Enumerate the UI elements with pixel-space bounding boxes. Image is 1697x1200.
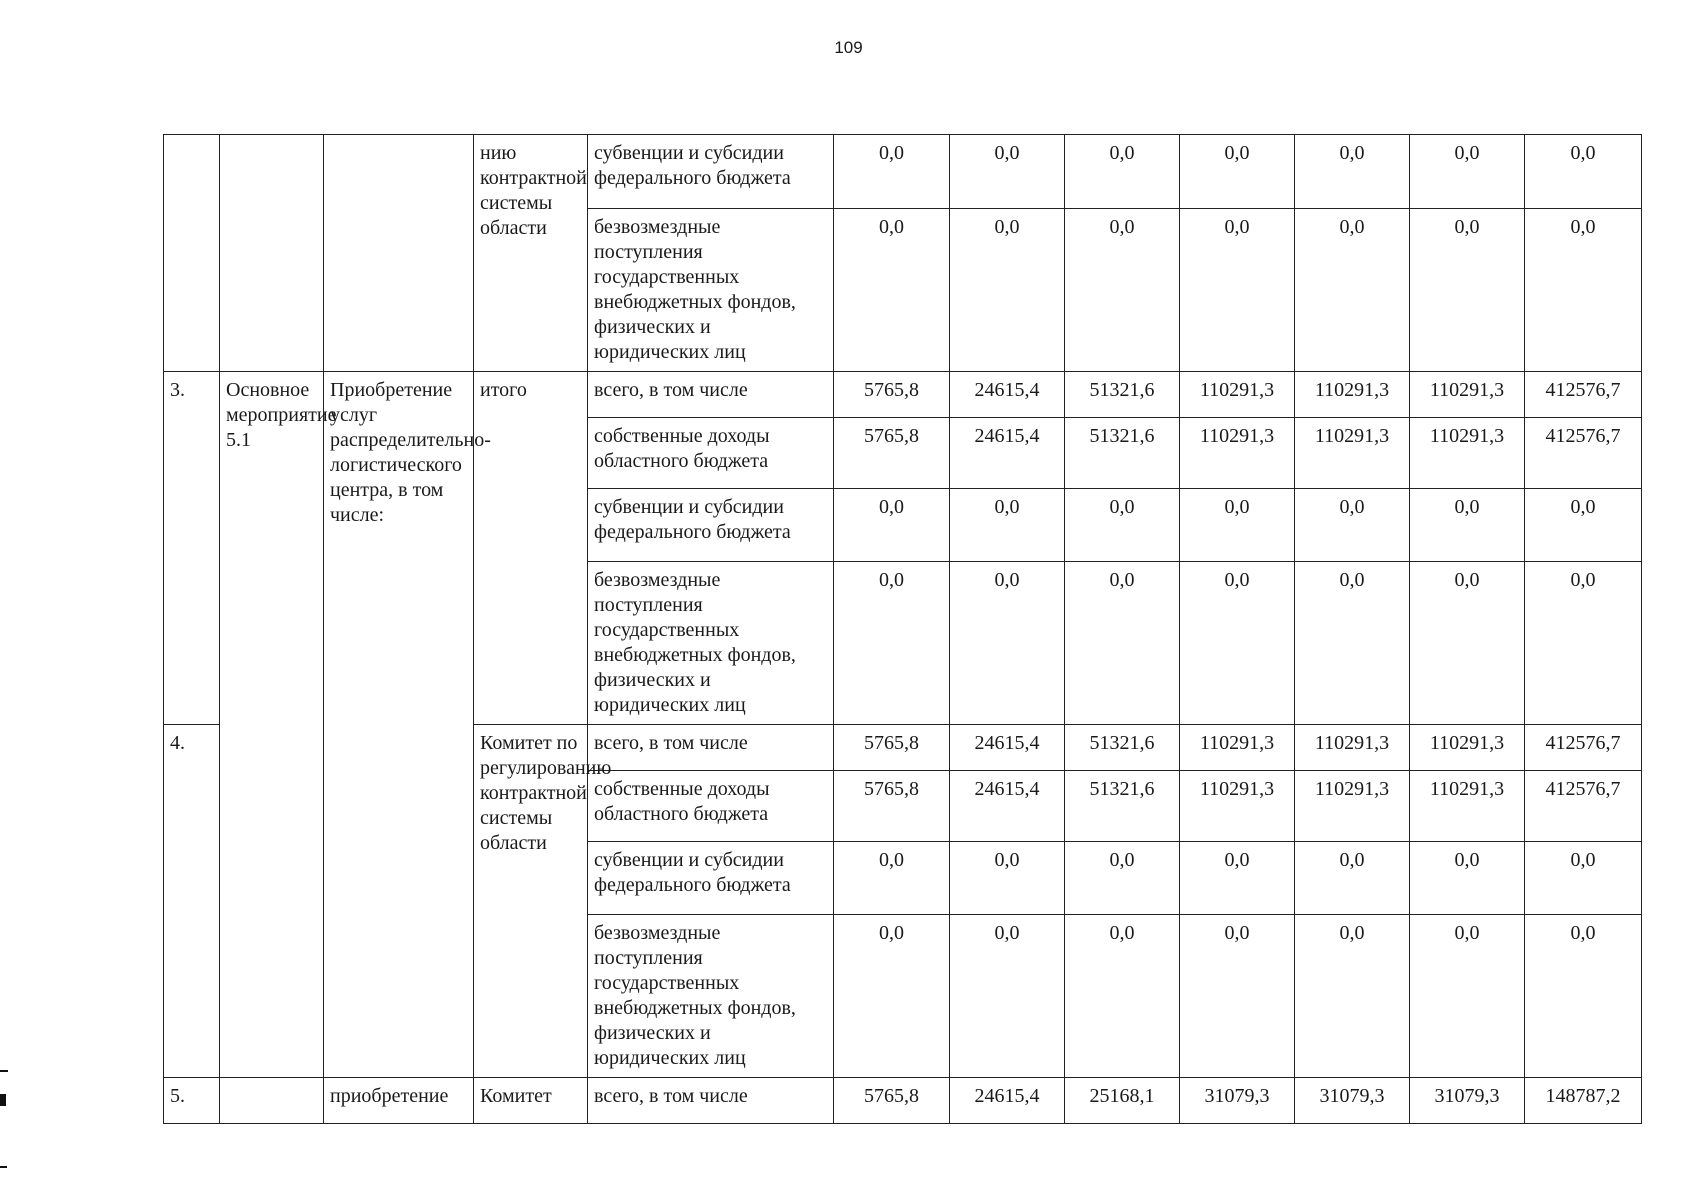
table-row bbox=[164, 372, 1642, 418]
value-cell: 0,0 bbox=[1180, 209, 1295, 372]
value-cell: 0,0 bbox=[1525, 489, 1642, 562]
value-cell: 0,0 bbox=[1410, 209, 1525, 372]
value-cell: 0,0 bbox=[1410, 842, 1525, 915]
value-cell: 0,0 bbox=[950, 915, 1065, 1078]
value-cell: 0,0 bbox=[1525, 842, 1642, 915]
value-cell: 5765,8 bbox=[834, 725, 950, 771]
value-cell: 0,0 bbox=[1065, 209, 1180, 372]
funding-source-cell: субвенции и субсидии федерального бюджета bbox=[588, 489, 834, 562]
value-cell: 110291,3 bbox=[1295, 771, 1410, 842]
value-cell: 0,0 bbox=[1295, 915, 1410, 1078]
value-cell: 0,0 bbox=[1525, 209, 1642, 372]
value-cell: 0,0 bbox=[1180, 915, 1295, 1078]
value-cell: 0,0 bbox=[1410, 562, 1525, 725]
value-cell: 110291,3 bbox=[1410, 725, 1525, 771]
executor-cell: Комитет по регулированию контрактной системы области bbox=[474, 725, 588, 1078]
value-cell: 412576,7 bbox=[1525, 771, 1642, 842]
scan-mark bbox=[0, 1094, 6, 1106]
value-cell: 0,0 bbox=[1180, 842, 1295, 915]
value-cell: 0,0 bbox=[1410, 915, 1525, 1078]
value-cell: 24615,4 bbox=[950, 1078, 1065, 1124]
value-cell: 31079,3 bbox=[1295, 1078, 1410, 1124]
value-cell: 0,0 bbox=[950, 489, 1065, 562]
measure-title-cell: Приобретение услуг распределительно-логистического центра, в том числе: bbox=[324, 372, 474, 1078]
executor-cell: нию контрактной системы области bbox=[474, 135, 588, 372]
value-cell: 0,0 bbox=[1295, 489, 1410, 562]
value-cell: 24615,4 bbox=[950, 771, 1065, 842]
value-cell: 110291,3 bbox=[1180, 771, 1295, 842]
value-cell: 110291,3 bbox=[1180, 372, 1295, 418]
funding-source-cell: всего, в том числе bbox=[588, 1078, 834, 1124]
value-cell: 0,0 bbox=[1525, 562, 1642, 725]
value-cell: 0,0 bbox=[1410, 135, 1525, 209]
value-cell: 0,0 bbox=[1065, 489, 1180, 562]
funding-source-cell: безвозмездные поступления государственных внебюджетных фондов, физических и юридических лиц bbox=[588, 915, 834, 1078]
value-cell: 0,0 bbox=[950, 209, 1065, 372]
value-cell: 0,0 bbox=[834, 915, 950, 1078]
value-cell: 0,0 bbox=[1295, 562, 1410, 725]
value-cell: 51321,6 bbox=[1065, 372, 1180, 418]
value-cell: 110291,3 bbox=[1295, 372, 1410, 418]
page-number: 109 bbox=[834, 38, 863, 57]
value-cell: 0,0 bbox=[1180, 489, 1295, 562]
measure-title-cell: приобретение bbox=[324, 1078, 474, 1124]
value-cell: 0,0 bbox=[834, 135, 950, 209]
measure-name-cell: Основное мероприятие 5.1 bbox=[220, 372, 324, 1078]
value-cell: 110291,3 bbox=[1410, 418, 1525, 489]
measure-title-cell bbox=[324, 135, 474, 372]
value-cell: 0,0 bbox=[1410, 489, 1525, 562]
number-cell bbox=[164, 135, 220, 372]
value-cell: 31079,3 bbox=[1410, 1078, 1525, 1124]
measure-name-cell bbox=[220, 135, 324, 372]
measure-name-cell bbox=[220, 1078, 324, 1124]
value-cell: 51321,6 bbox=[1065, 771, 1180, 842]
value-cell: 148787,2 bbox=[1525, 1078, 1642, 1124]
value-cell: 0,0 bbox=[1180, 562, 1295, 725]
value-cell: 0,0 bbox=[1065, 562, 1180, 725]
value-cell: 24615,4 bbox=[950, 418, 1065, 489]
funding-source-cell: безвозмездные поступления государственных внебюджетных фондов, физических и юридических лиц bbox=[588, 209, 834, 372]
executor-cell: Комитет bbox=[474, 1078, 588, 1124]
value-cell: 412576,7 bbox=[1525, 372, 1642, 418]
value-cell: 0,0 bbox=[1065, 842, 1180, 915]
funding-source-cell: всего, в том числе bbox=[588, 372, 834, 418]
value-cell: 412576,7 bbox=[1525, 418, 1642, 489]
value-cell: 110291,3 bbox=[1295, 418, 1410, 489]
value-cell: 0,0 bbox=[1065, 915, 1180, 1078]
funding-source-cell: безвозмездные поступления государственных внебюджетных фондов, физических и юридических лиц bbox=[588, 562, 834, 725]
value-cell: 0,0 bbox=[834, 842, 950, 915]
funding-source-cell: всего, в том числе bbox=[588, 725, 834, 771]
budget-table bbox=[163, 134, 1642, 1124]
value-cell: 0,0 bbox=[1525, 135, 1642, 209]
value-cell: 0,0 bbox=[1295, 842, 1410, 915]
value-cell: 110291,3 bbox=[1410, 771, 1525, 842]
value-cell: 51321,6 bbox=[1065, 418, 1180, 489]
value-cell: 24615,4 bbox=[950, 725, 1065, 771]
value-cell: 110291,3 bbox=[1295, 725, 1410, 771]
value-cell: 51321,6 bbox=[1065, 725, 1180, 771]
value-cell: 0,0 bbox=[834, 489, 950, 562]
table-row bbox=[164, 135, 1642, 209]
value-cell: 412576,7 bbox=[1525, 725, 1642, 771]
value-cell: 0,0 bbox=[1180, 135, 1295, 209]
value-cell: 110291,3 bbox=[1180, 725, 1295, 771]
value-cell: 110291,3 bbox=[1180, 418, 1295, 489]
value-cell: 0,0 bbox=[1065, 135, 1180, 209]
value-cell: 5765,8 bbox=[834, 771, 950, 842]
value-cell: 5765,8 bbox=[834, 372, 950, 418]
scan-mark bbox=[0, 1070, 8, 1072]
value-cell: 0,0 bbox=[950, 135, 1065, 209]
value-cell: 0,0 bbox=[834, 562, 950, 725]
value-cell: 5765,8 bbox=[834, 1078, 950, 1124]
number-cell: 4. bbox=[164, 725, 220, 1078]
funding-source-cell: субвенции и субсидии федерального бюджета bbox=[588, 135, 834, 209]
value-cell: 110291,3 bbox=[1410, 372, 1525, 418]
number-cell: 3. bbox=[164, 372, 220, 725]
funding-source-cell: собственные доходы областного бюджета bbox=[588, 771, 834, 842]
value-cell: 25168,1 bbox=[1065, 1078, 1180, 1124]
executor-cell: итого bbox=[474, 372, 588, 725]
scan-mark bbox=[0, 1166, 7, 1168]
value-cell: 0,0 bbox=[1295, 209, 1410, 372]
table-row bbox=[164, 1078, 1642, 1124]
value-cell: 0,0 bbox=[950, 842, 1065, 915]
funding-source-cell: собственные доходы областного бюджета bbox=[588, 418, 834, 489]
value-cell: 0,0 bbox=[1295, 135, 1410, 209]
value-cell: 24615,4 bbox=[950, 372, 1065, 418]
funding-source-cell: субвенции и субсидии федерального бюджета bbox=[588, 842, 834, 915]
value-cell: 31079,3 bbox=[1180, 1078, 1295, 1124]
value-cell: 0,0 bbox=[834, 209, 950, 372]
value-cell: 5765,8 bbox=[834, 418, 950, 489]
value-cell: 0,0 bbox=[950, 562, 1065, 725]
number-cell: 5. bbox=[164, 1078, 220, 1124]
value-cell: 0,0 bbox=[1525, 915, 1642, 1078]
